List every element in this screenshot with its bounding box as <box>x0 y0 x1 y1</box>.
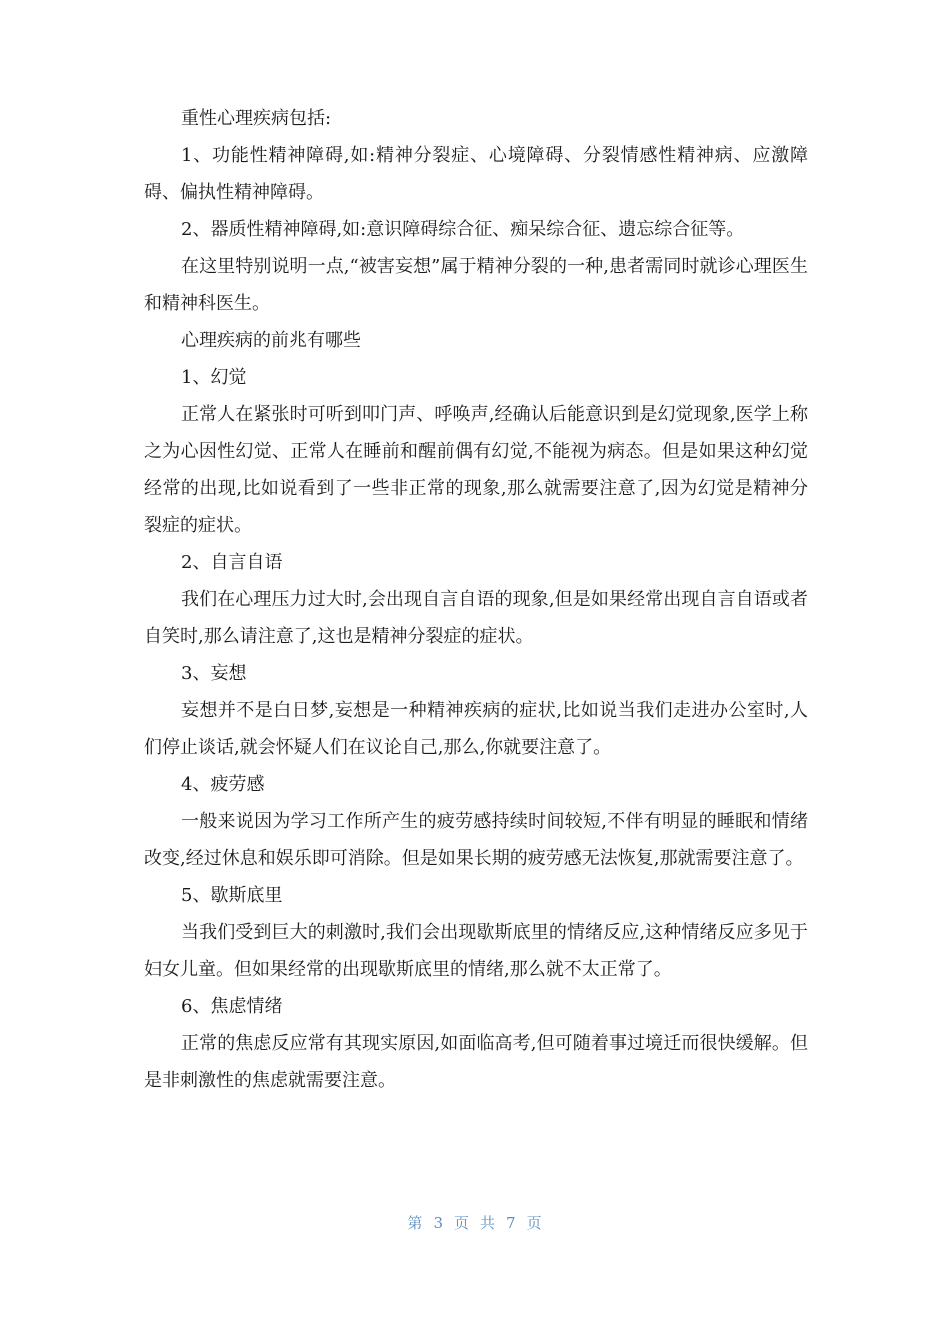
paragraph: 当我们受到巨大的刺激时,我们会出现歇斯底里的情绪反应,这种情绪反应多见于妇女儿童。但如果经常的出现歇斯底里的情绪,那么就不太正常了。 <box>144 922 808 980</box>
paragraph: 1、功能性精神障碍,如:精神分裂症、心境障碍、分裂情感性精神病、应激障碍、偏执性精神障碍。 <box>144 145 808 203</box>
subheading: 3、妄想 <box>181 663 247 684</box>
page-footer <box>0 1212 950 1233</box>
paragraph: 一般来说因为学习工作所产生的疲劳感持续时间较短,不伴有明显的睡眠和情绪改变,经过休息和娱乐即可消除。但是如果长期的疲劳感无法恢复,那就需要注意了。 <box>144 811 808 869</box>
subheading: 2、自言自语 <box>181 552 283 573</box>
subheading: 5、歇斯底里 <box>181 885 283 906</box>
subheading: 6、焦虑情绪 <box>181 996 283 1017</box>
footer-ye: 页 <box>453 1214 470 1232</box>
paragraph: 正常人在紧张时可听到叩门声、呼唤声,经确认后能意识到是幻觉现象,医学上称之为心因性幻觉、正常人在睡前和醒前偶有幻觉,不能视为病态。但是如果这种幻觉经常的出现,比如说看到了一些非正常的现象,那么就需要注意了,因为幻觉是精神分裂症的症状。 <box>144 404 808 536</box>
paragraph: 重性心理疾病包括: <box>181 108 332 129</box>
footer-ye2: 页 <box>526 1214 543 1232</box>
page-body <box>144 100 808 1099</box>
footer-gong: 共 <box>480 1214 497 1232</box>
footer-di: 第 <box>407 1214 424 1232</box>
paragraph: 正常的焦虑反应常有其现实原因,如面临高考,但可随着事过境迁而很快缓解。但是非刺激性的焦虑就需要注意。 <box>144 1033 808 1091</box>
paragraph: 我们在心理压力过大时,会出现自言自语的现象,但是如果经常出现自言自语或者自笑时,那么请注意了,这也是精神分裂症的症状。 <box>144 589 808 647</box>
section-heading: 心理疾病的前兆有哪些 <box>181 330 361 351</box>
subheading: 4、疲劳感 <box>181 774 265 795</box>
paragraph: 妄想并不是白日梦,妄想是一种精神疾病的症状,比如说当我们走进办公室时,人们停止谈话,就会怀疑人们在议论自己,那么,你就要注意了。 <box>144 700 808 758</box>
subheading: 1、幻觉 <box>181 367 247 388</box>
paragraph: 在这里特别说明一点,“被害妄想”属于精神分裂的一种,患者需同时就诊心理医生和精神科医生。 <box>144 256 808 314</box>
page-number: 3 <box>433 1214 444 1232</box>
total-pages: 7 <box>506 1214 517 1232</box>
paragraph: 2、器质性精神障碍,如:意识障碍综合征、痴呆综合征、遗忘综合征等。 <box>181 219 745 240</box>
